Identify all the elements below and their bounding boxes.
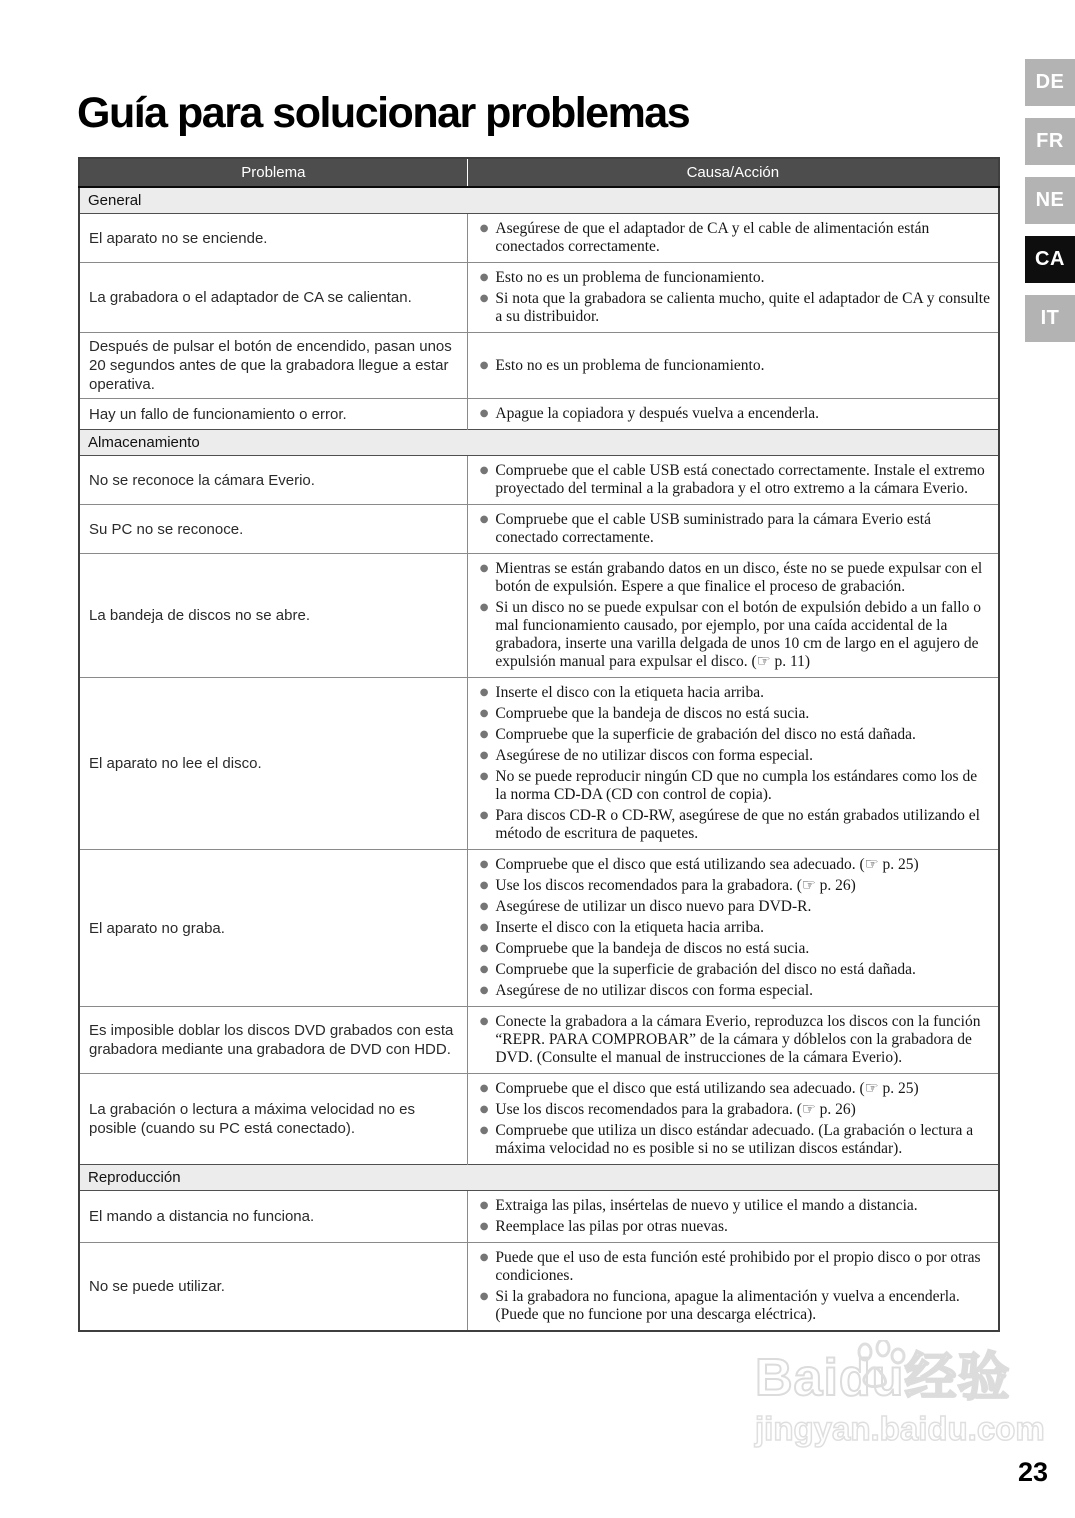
cause-cell [467, 1074, 999, 1165]
cause-list [480, 560, 992, 671]
table-row [79, 505, 999, 554]
cause-list [480, 511, 992, 547]
cause-text: Compruebe que la superficie de grabación del disco no está dañada. [495, 961, 916, 978]
bullet-icon: ● [479, 708, 489, 719]
bullet-icon: ● [479, 1016, 489, 1027]
cause-item [480, 1122, 992, 1158]
cause-item [480, 877, 992, 895]
language-tab-de: DE [1025, 59, 1075, 106]
cause-text: Puede que el uso de esta función esté prohibido por el propio disco o por otras condiciones. [495, 1249, 981, 1284]
watermark-url: jingyan.baidu.com [755, 1410, 1045, 1447]
watermark-logo-text: Baidu经验 [755, 1349, 1011, 1407]
cause-list [480, 357, 992, 375]
cause-text: Asegúrese de que el adaptador de CA y el cable de alimentación están conectados correctamente. [495, 220, 930, 255]
table-row [79, 456, 999, 505]
cause-list [480, 1249, 992, 1324]
cause-item [480, 220, 992, 256]
problem-cell: El aparato no graba. [79, 850, 467, 1007]
bullet-icon: ● [479, 1125, 489, 1136]
cause-text: Mientras se están grabando datos en un disco, éste no se puede expulsar con el botón de expulsión. Espere a que finalice el proceso de grabación. [495, 560, 983, 595]
bullet-icon: ● [479, 1252, 489, 1263]
section-row [79, 1165, 999, 1191]
cause-item [480, 1288, 992, 1324]
bullet-icon: ● [479, 943, 489, 954]
bullet-icon: ● [479, 880, 489, 891]
cause-text: Compruebe que el cable USB suministrado para la cámara Everio está conectado correctamente. [495, 511, 931, 546]
cause-text: Para discos CD-R o CD-RW, asegúrese de que no están grabados utilizando el método de escritura de paquetes. [495, 807, 980, 842]
column-header-problem: Problema [79, 158, 467, 187]
cause-list [480, 462, 992, 498]
cause-list [480, 405, 992, 423]
cause-item [480, 1197, 992, 1215]
cause-item [480, 768, 992, 804]
cause-text: Asegúrese de no utilizar discos con forma especial. [495, 982, 814, 999]
column-header-cause: Causa/Acción [467, 158, 999, 187]
bullet-icon: ● [479, 810, 489, 821]
section-row [79, 430, 999, 456]
cause-item [480, 462, 992, 498]
cause-cell [467, 214, 999, 263]
bullet-icon: ● [479, 465, 489, 476]
cause-text: Compruebe que la bandeja de discos no está sucia. [495, 705, 810, 722]
cause-text: Esto no es un problema de funcionamiento. [495, 269, 765, 286]
bullet-icon: ● [479, 1291, 489, 1302]
cause-item [480, 1218, 992, 1236]
cause-text: Use los discos recomendados para la grabadora. (☞ p. 26) [495, 1101, 856, 1118]
cause-text: Si un disco no se puede expulsar con el botón de expulsión debido a un fallo o mal funcionamiento causado, por ejemplo, por una caída accidental de la grabadora, inserte una varilla delgada de unos 10 cm de largo en el agujero de expulsión manual para expulsar el disco. (☞ p. 11) [495, 599, 981, 670]
cause-cell [467, 850, 999, 1007]
bullet-icon: ● [479, 729, 489, 740]
problem-cell: La bandeja de discos no se abre. [79, 554, 467, 678]
cause-cell [467, 399, 999, 430]
language-tab-it: IT [1025, 295, 1075, 342]
cause-text: Compruebe que el disco que está utilizando sea adecuado. (☞ p. 25) [495, 1080, 919, 1097]
language-tab-strip [1025, 59, 1075, 342]
cause-cell [467, 678, 999, 850]
cause-list [480, 1080, 992, 1158]
bullet-icon: ● [479, 563, 489, 574]
problem-cell: Hay un fallo de funcionamiento o error. [79, 399, 467, 430]
cause-item [480, 982, 992, 1000]
cause-item [480, 684, 992, 702]
cause-item [480, 940, 992, 958]
problem-cell: Después de pulsar el botón de encendido, pasan unos 20 segundos antes de que la grabadora llegue a estar operativa. [79, 333, 467, 399]
cause-cell [467, 505, 999, 554]
cause-text: Use los discos recomendados para la grabadora. (☞ p. 26) [495, 877, 856, 894]
cause-list [480, 684, 992, 843]
bullet-icon: ● [479, 771, 489, 782]
bullet-icon: ● [479, 514, 489, 525]
cause-text: Extraiga las pilas, insértelas de nuevo y utilice el mando a distancia. [495, 1197, 918, 1214]
bullet-icon: ● [479, 859, 489, 870]
page-number: 23 [1017, 1457, 1048, 1487]
table-row [79, 333, 999, 399]
cause-text: Reemplace las pilas por otras nuevas. [495, 1218, 728, 1235]
cause-cell [467, 263, 999, 333]
cause-item [480, 511, 992, 547]
problem-cell: La grabadora o el adaptador de CA se calientan. [79, 263, 467, 333]
cause-cell [467, 456, 999, 505]
watermark [755, 1349, 1045, 1447]
cause-text: Compruebe que la superficie de grabación del disco no está dañada. [495, 726, 916, 743]
bullet-icon: ● [479, 1221, 489, 1232]
section-title: Reproducción [79, 1165, 999, 1191]
cause-item [480, 357, 992, 375]
table-row [79, 1074, 999, 1165]
cause-item [480, 1101, 992, 1119]
section-title: Almacenamiento [79, 430, 999, 456]
language-tab-fr: FR [1025, 118, 1075, 165]
problem-cell: El aparato no lee el disco. [79, 678, 467, 850]
bullet-icon: ● [479, 922, 489, 933]
table-row [79, 263, 999, 333]
table-row [79, 214, 999, 263]
cause-item [480, 961, 992, 979]
cause-text: Inserte el disco con la etiqueta hacia arriba. [495, 919, 764, 936]
bullet-icon: ● [479, 272, 489, 283]
bullet-icon: ● [479, 223, 489, 234]
cause-item [480, 747, 992, 765]
cause-item [480, 1013, 992, 1067]
table-row [79, 1191, 999, 1243]
table-row [79, 850, 999, 1007]
bullet-icon: ● [479, 1200, 489, 1211]
page-title: Guía para solucionar problemas [77, 88, 690, 137]
cause-list [480, 1197, 992, 1236]
section-title: General [79, 187, 999, 214]
cause-text: Compruebe que el cable USB está conectado correctamente. Instale el extremo proyectado del terminal a la grabadora y el otro extremo a la cámara Everio. [495, 462, 985, 497]
cause-item [480, 1080, 992, 1098]
cause-text: Compruebe que utiliza un disco estándar adecuado. (La grabación o lectura a máxima velocidad no es posible si no se utilizan discos estándar). [495, 1122, 974, 1157]
problem-cell: El mando a distancia no funciona. [79, 1191, 467, 1243]
table-row [79, 678, 999, 850]
cause-item [480, 856, 992, 874]
cause-item [480, 560, 992, 596]
cause-item [480, 599, 992, 671]
cause-cell [467, 554, 999, 678]
cause-text: Inserte el disco con la etiqueta hacia arriba. [495, 684, 764, 701]
cause-list [480, 1013, 992, 1067]
cause-cell [467, 1243, 999, 1332]
cause-list [480, 220, 992, 256]
cause-item [480, 405, 992, 423]
problem-cell: Su PC no se reconoce. [79, 505, 467, 554]
cause-text: Compruebe que el disco que está utilizando sea adecuado. (☞ p. 25) [495, 856, 919, 873]
cause-text: Asegúrese de no utilizar discos con forma especial. [495, 747, 814, 764]
table-row [79, 1007, 999, 1074]
cause-item [480, 1249, 992, 1285]
cause-cell [467, 333, 999, 399]
bullet-icon: ● [479, 687, 489, 698]
bullet-icon: ● [479, 602, 489, 613]
problem-cell: La grabación o lectura a máxima velocidad no es posible (cuando su PC está conectado). [79, 1074, 467, 1165]
cause-item [480, 269, 992, 287]
table-row [79, 399, 999, 430]
problem-cell: No se puede utilizar. [79, 1243, 467, 1332]
cause-list [480, 269, 992, 326]
bullet-icon: ● [479, 293, 489, 304]
cause-item [480, 705, 992, 723]
cause-text: No se puede reproducir ningún CD que no cumpla los estándares como los de la norma CD-DA (CD con control de copia). [495, 768, 978, 803]
section-row [79, 187, 999, 214]
language-tab-ne: NE [1025, 177, 1075, 224]
language-tab-ca: CA [1025, 236, 1075, 283]
cause-text: Apague la copiadora y después vuelva a encenderla. [495, 405, 820, 422]
table-header-row [79, 158, 999, 187]
cause-text: Si nota que la grabadora se calienta mucho, quite el adaptador de CA y consulte a su distribuidor. [495, 290, 990, 325]
cause-item [480, 898, 992, 916]
bullet-icon: ● [479, 901, 489, 912]
cause-cell [467, 1191, 999, 1243]
cause-text: Esto no es un problema de funcionamiento. [495, 356, 765, 374]
bullet-icon: ● [479, 1083, 489, 1094]
cause-text: Compruebe que la bandeja de discos no está sucia. [495, 940, 810, 957]
bullet-icon: ● [479, 359, 489, 371]
cause-item [480, 807, 992, 843]
bullet-icon: ● [479, 408, 489, 419]
cause-item [480, 290, 992, 326]
cause-text: Conecte la grabadora a la cámara Everio, reproduzca los discos con la función “REPR. PARA COMPROBAR” de la cámara y dóblelos con la grabadora de DVD. (Consulte el manual de instrucciones de la cámara Everio). [495, 1013, 981, 1066]
baidu-paw-icon [853, 1340, 907, 1388]
table-body [79, 187, 999, 1331]
cause-list [480, 856, 992, 1000]
bullet-icon: ● [479, 750, 489, 761]
bullet-icon: ● [479, 1104, 489, 1115]
cause-text: Si la grabadora no funciona, apague la alimentación y vuelva a encenderla. (Puede que no funcione por una descarga eléctrica). [495, 1288, 960, 1323]
table-row [79, 554, 999, 678]
troubleshooting-table [78, 157, 1000, 1332]
bullet-icon: ● [479, 985, 489, 996]
cause-item [480, 726, 992, 744]
problem-cell: No se reconoce la cámara Everio. [79, 456, 467, 505]
bullet-icon: ● [479, 964, 489, 975]
problem-cell: El aparato no se enciende. [79, 214, 467, 263]
cause-item [480, 919, 992, 937]
problem-cell: Es imposible doblar los discos DVD grabados con esta grabadora mediante una grabadora de DVD con HDD. [79, 1007, 467, 1074]
cause-text: Asegúrese de utilizar un disco nuevo para DVD-R. [495, 898, 812, 915]
cause-cell [467, 1007, 999, 1074]
table-row [79, 1243, 999, 1332]
